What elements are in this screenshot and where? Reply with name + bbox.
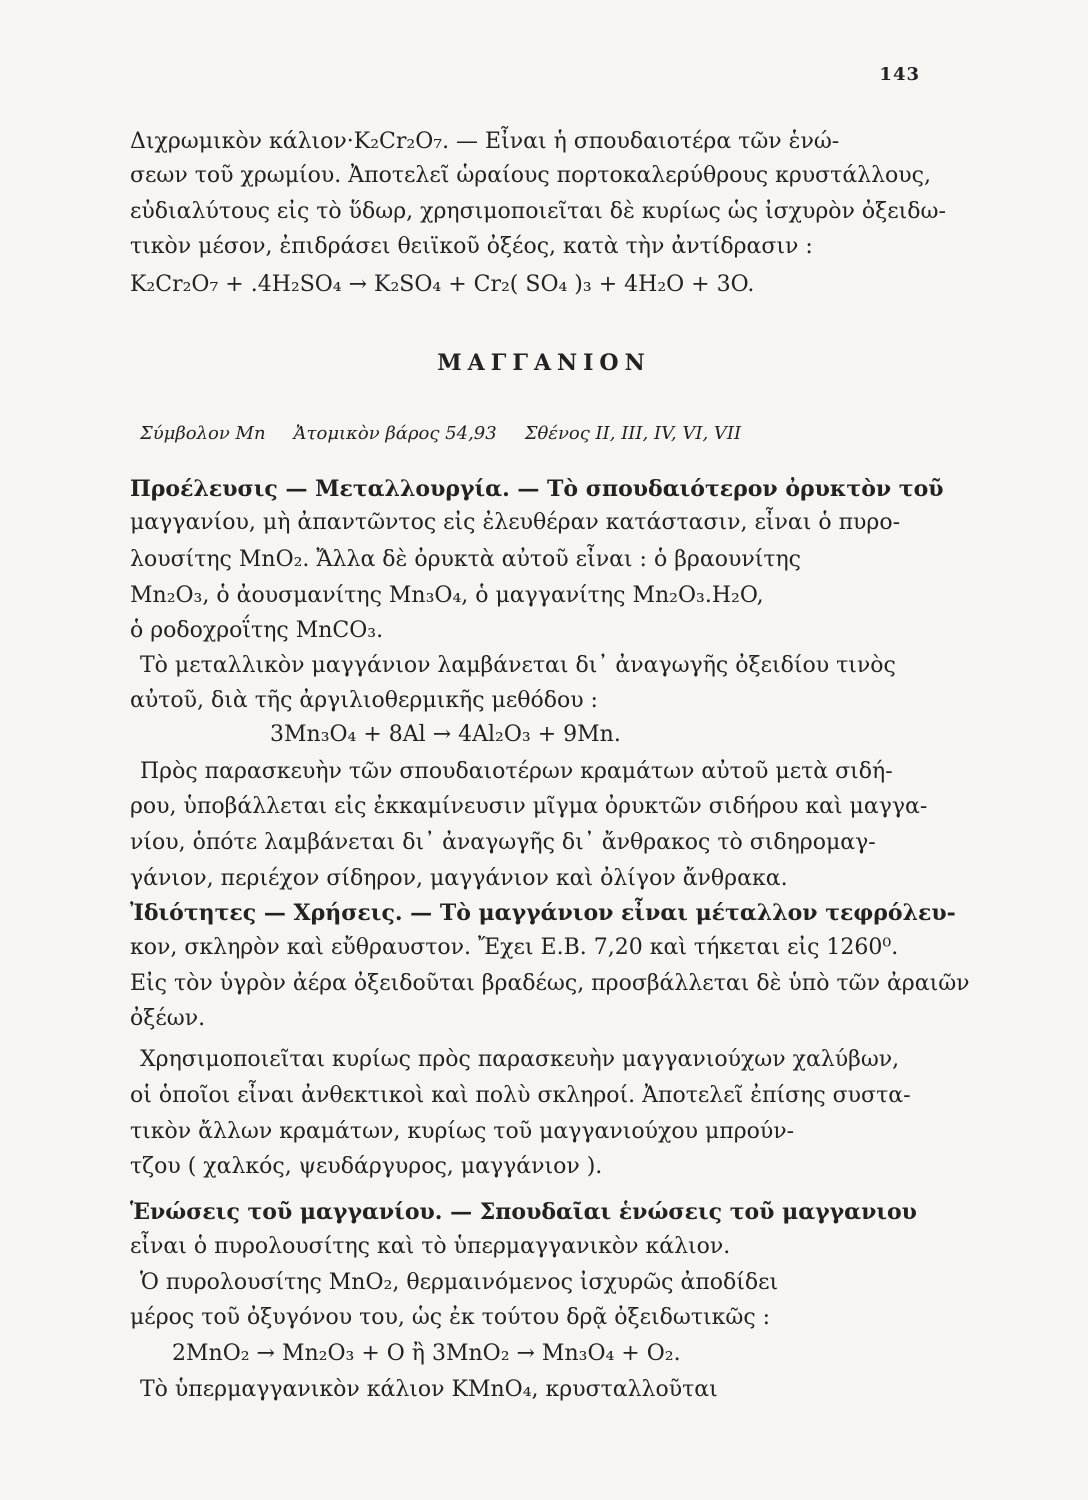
text-line: αὐτοῦ, διὰ τῆς ἀργιλιοθερμικῆς μεθόδου : [130, 688, 598, 713]
text-line: ὀξέων. [130, 1006, 206, 1031]
text-line: Τὸ μεταλλικὸν μαγγάνιον λαμβάνεται δι᾿ ἀναγωγῆς ὀξειδίου τινὸς [140, 653, 896, 678]
text-line: Προέλευσις — Μεταλλουργία. — Τὸ σπουδαιότερον ὀρυκτὸν τοῦ [130, 476, 944, 502]
text-line: Χρησιμοποιεῖται κυρίως πρὸς παρασκευὴν μαγγανιούχων χαλύβων, [140, 1047, 900, 1072]
text-line: εἶναι ὁ πυρολουσίτης καὶ τὸ ὑπερμαγγανικὸν κάλιον. [130, 1234, 731, 1259]
text-line: μαγγανίου, μὴ ἀπαντῶντος εἰς ἐλευθέραν κατάστασιν, εἶναι ὁ πυρο- [130, 510, 901, 535]
equation-line: 2MnO₂ → Mn₂O₃ + O ἢ 3MnO₂ → Mn₃O₄ + O₂. [172, 1341, 681, 1366]
text-line: Ἰδιότητες — Χρήσεις. — Τὸ μαγγάνιον εἶναι μέταλλον τεφρόλευ- [130, 900, 956, 926]
text-line: Πρὸς παρασκευὴν τῶν σπουδαιοτέρων κραμάτων αὐτοῦ μετὰ σιδή- [140, 759, 893, 784]
text-line: Ὁ πυρολουσίτης MnO₂, θερμαινόμενος ἰσχυρῶς ἀποδίδει [140, 1270, 779, 1295]
text-line: τικὸν μέσον, ἐπιδράσει θειϊκοῦ ὀξέος, κατὰ τὴν ἀντίδρασιν : [130, 234, 813, 259]
text-line: σεων τοῦ χρωμίου. Ἀποτελεῖ ὡραίους πορτοκαλερύθρους κρυστάλλους, [130, 163, 931, 188]
text-line: τικὸν ἄλλων κραμάτων, κυρίως τοῦ μαγγανιούχου μπρούν- [130, 1119, 795, 1144]
equation-line: 3Mn₃O₄ + 8Al → 4Al₂O₃ + 9Mn. [270, 722, 621, 747]
text-line: οἱ ὁποῖοι εἶναι ἀνθεκτικοὶ καὶ πολὺ σκληροί. Ἀποτελεῖ ἐπίσης συστα- [130, 1083, 911, 1108]
text-line: γάνιον, περιέχον σίδηρον, μαγγάνιον καὶ ὀλίγον ἄνθρακα. [130, 866, 788, 891]
text-line: λουσίτης MnO₂. Ἄλλα δὲ ὀρυκτὰ αὐτοῦ εἶναι : ὁ βραουνίτης [130, 547, 801, 572]
text-line: κον, σκληρὸν καὶ εὔθραυστον. Ἔχει Ε.Β. 7,20 καὶ τήκεται εἰς 1260⁰. [130, 935, 899, 960]
text-line: μέρος τοῦ ὀξυγόνου του, ὡς ἐκ τούτου δρᾷ ὀξειδωτικῶς : [130, 1305, 771, 1330]
text-line: νίου, ὁπότε λαμβάνεται δι᾿ ἀναγωγῆς δι᾿ ἄνθρακος τὸ σιδηρομαγ- [130, 830, 876, 855]
text-line: ρου, ὑποβάλλεται εἰς ἐκκαμίνευσιν μῖγμα ὀρυκτῶν σιδήρου καὶ μαγγα- [130, 794, 928, 819]
element-meta [140, 423, 940, 444]
text-line: ὁ ροδοχροΐτης MnCO₃. [130, 618, 384, 643]
text-line: Τὸ ὑπερμαγγανικὸν κάλιον KMnO₄, κρυσταλλοῦται [140, 1377, 718, 1402]
text-line: τζου ( χαλκός, ψευδάργυρος, μαγγάνιον ). [130, 1154, 603, 1179]
text-line: Εἰς τὸν ὑγρὸν ἀέρα ὀξειδοῦται βραδέως, προσβάλλεται δὲ ὑπὸ τῶν ἀραιῶν [130, 971, 970, 996]
symbol-label: Σύμβολον Mn [140, 423, 266, 444]
page-number: 143 [879, 64, 920, 85]
text-line: Ἑνώσεις τοῦ μαγγανίου. — Σπουδαῖαι ἑνώσεις τοῦ μαγγανιου [130, 1199, 917, 1225]
equation-line: K₂Cr₂O₇ + .4H₂SO₄ → K₂SO₄ + Cr₂( SO₄ )₃ + 4H₂O + 3O. [130, 272, 755, 297]
atomic-weight-label: Ἀτομικὸν βάρος 54,93 [293, 423, 497, 444]
text-line: εὐδιαλύτους εἰς τὸ ὕδωρ, χρησιμοποιεῖται δὲ κυρίως ὡς ἰσχυρὸν ὀξειδω- [130, 199, 946, 224]
text-line: Mn₂O₃, ὁ ἀουσμανίτης Mn₃O₄, ὁ μαγγανίτης Mn₂O₃.H₂O, [130, 583, 764, 608]
section-title: ΜΑΓΓΑΝΙΟΝ [437, 350, 651, 376]
text-line: Διχρωμικὸν κάλιον·K₂Cr₂O₇. — Εἶναι ἡ σπουδαιοτέρα τῶν ἑνώ- [130, 129, 840, 154]
valence-label: Σθένος II, III, IV, VI, VII [524, 423, 742, 444]
